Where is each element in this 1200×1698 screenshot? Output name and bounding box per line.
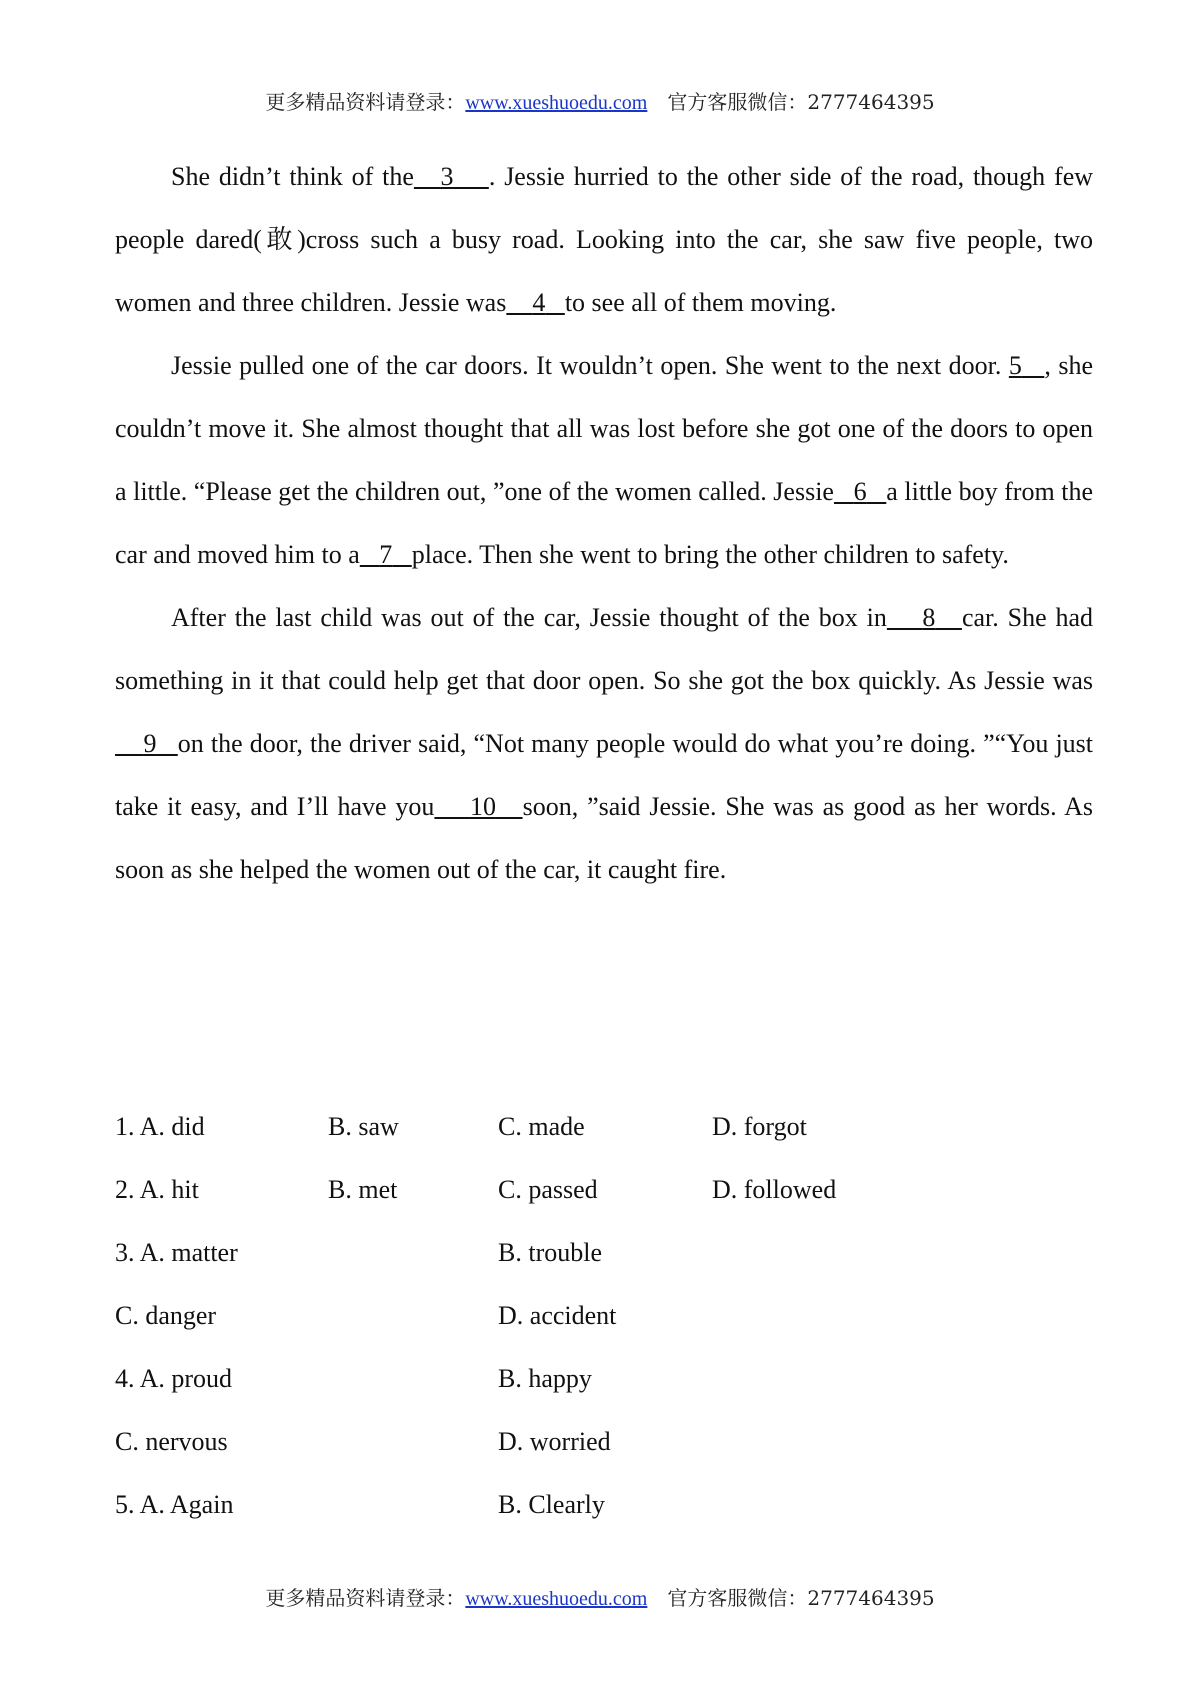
option-1d: D. forgot <box>712 1112 807 1141</box>
blank-3: 3 <box>440 162 454 191</box>
answer-options <box>115 1095 1093 1536</box>
page-header <box>0 86 1200 115</box>
text: to see all of them moving. <box>564 288 837 317</box>
blank-4: 4 <box>532 288 546 317</box>
text: , she couldn’t move it. She almost thought that all was lost before she got one of the doors to open a little. “Please get the children out, ”one of the women called. Jessie <box>115 351 1093 506</box>
blank-10: 10 <box>469 792 496 821</box>
option-5b: B. Clearly <box>498 1490 605 1519</box>
header-wechat: 官方客服微信：2777464395 <box>667 90 935 114</box>
option-4a: 4. A. proud <box>115 1364 232 1393</box>
blank-5: 5 <box>1008 351 1022 380</box>
blank-8: 8 <box>922 603 936 632</box>
text: . Jessie hurried to the other side of the road, though few people dared(敢)cross such a busy road. Looking into the car, she saw five people, two women and three children. Jessie was <box>115 162 1094 317</box>
header-prefix: 更多精品资料请登录： <box>265 90 466 114</box>
option-2d: D. followed <box>712 1175 837 1204</box>
option-5a: 5. A. Again <box>115 1490 234 1519</box>
text: on the door, the driver said, “Not many people would do what you’re doing. ”“You just take it easy, and I’ll have you <box>115 729 1094 821</box>
option-row-5 <box>115 1473 1093 1536</box>
option-row-4 <box>115 1347 1093 1410</box>
text: a little boy from the car and moved him to a <box>115 477 1094 569</box>
option-1b: B. saw <box>328 1112 399 1141</box>
option-3c: C. danger <box>115 1301 217 1330</box>
text: place. Then she went to bring the other children to safety. <box>411 540 1009 569</box>
text: After the last child was out of the car, Jessie thought of the box in <box>171 603 887 632</box>
blank-7: 7 <box>379 540 393 569</box>
option-row-1 <box>115 1095 1093 1158</box>
text: Jessie pulled one of the car doors. It wouldn’t open. She went to the next door. <box>171 351 1002 380</box>
footer-link[interactable]: www.xueshuoedu.com <box>465 1588 648 1610</box>
option-1a: 1. A. did <box>115 1112 205 1141</box>
header-link[interactable]: www.xueshuoedu.com <box>465 92 648 114</box>
text: car. She had something in it that could help get that door open. So she got the box quickly. As Jessie was <box>115 603 1094 695</box>
option-3d: D. accident <box>498 1301 617 1330</box>
footer-wechat: 官方客服微信：2777464395 <box>667 1586 935 1610</box>
option-row-3 <box>115 1221 1093 1284</box>
option-row-2 <box>115 1158 1093 1221</box>
blank-6: 6 <box>853 477 867 506</box>
option-row-3cd <box>115 1284 1093 1347</box>
text: soon, ”said Jessie. She was as good as her words. As soon as she helped the women out of the car, it caught fire. <box>115 792 1094 884</box>
blank-9: 9 <box>143 729 157 758</box>
option-2c: C. passed <box>498 1175 598 1204</box>
paragraph-3 <box>115 586 1093 901</box>
option-1c: C. made <box>498 1112 585 1141</box>
page-footer <box>0 1582 1200 1611</box>
paragraph-2 <box>115 334 1093 586</box>
option-4d: D. worried <box>498 1427 611 1456</box>
option-2b: B. met <box>328 1175 398 1204</box>
option-3a: 3. A. matter <box>115 1238 238 1267</box>
option-row-4cd <box>115 1410 1093 1473</box>
footer-prefix: 更多精品资料请登录： <box>265 1586 466 1610</box>
paragraph-1 <box>115 145 1093 334</box>
passage <box>115 145 1093 901</box>
option-2a: 2. A. hit <box>115 1175 199 1204</box>
option-3b: B. trouble <box>498 1238 602 1267</box>
option-4c: C. nervous <box>115 1427 228 1456</box>
option-4b: B. happy <box>498 1364 592 1393</box>
text: She didn’t think of the <box>171 162 414 191</box>
